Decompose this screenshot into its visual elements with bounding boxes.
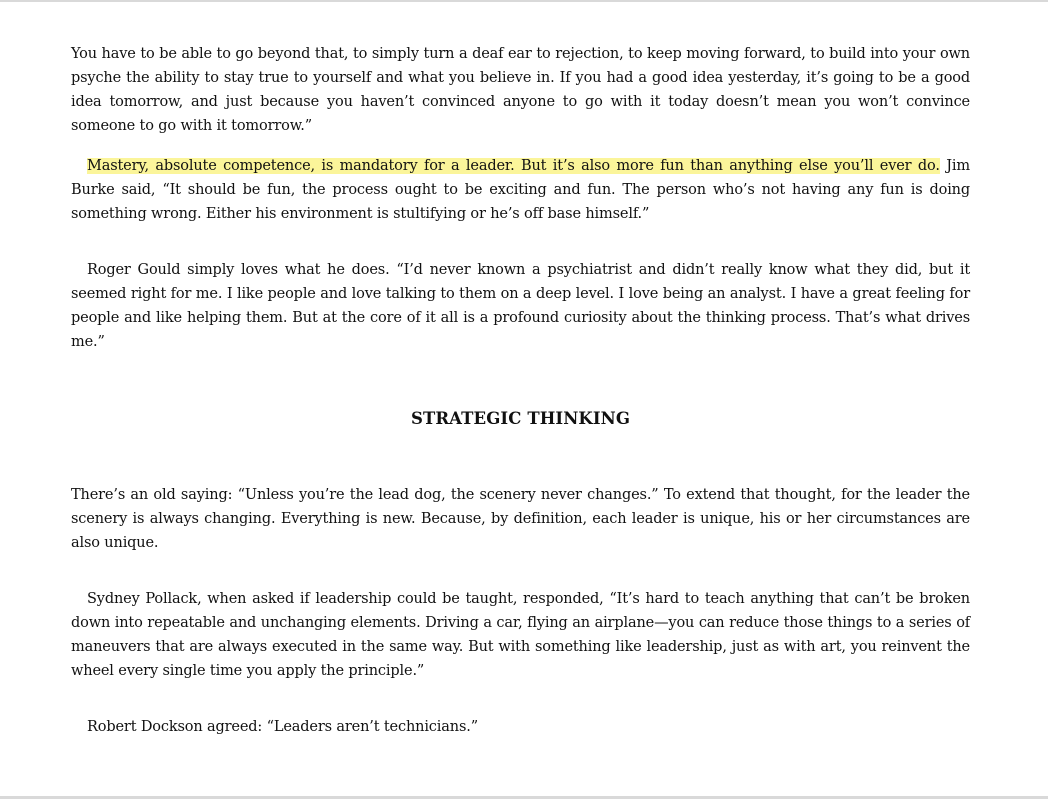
top-divider: [0, 0, 1048, 2]
paragraph-mastery: [71, 154, 970, 226]
paragraph-mastery-rest: Jim Burke said, “It should be fun, the process ought to be exciting and fun. The person who’s not having any fun is doing something wrong. Either his environment is stultifying or he’s off base himself.”: [71, 158, 970, 222]
document-page: [71, 42, 970, 739]
paragraph-lead-dog: There’s an old saying: “Unless you’re the lead dog, the scenery never changes.” To extend that thought, for the leader the scenery is always changing. Everything is new. Because, by definition, each leader is unique, his or her circumstances are also unique.: [71, 487, 970, 551]
paragraph-sydney-pollack: Sydney Pollack, when asked if leadership could be taught, responded, “It’s hard to teach anything that can’t be broken down into repeatable and unchanging elements. Driving a car, flying an airplane—you can reduce those things to a series of maneuvers that are always executed in the same way. But with something like leadership, just as with art, you reinvent the wheel every single time you apply the principle.”: [71, 591, 970, 679]
section-heading: STRATEGIC THINKING: [410, 409, 631, 428]
paragraph-roger-gould: Roger Gould simply loves what he does. “I’d never known a psychiatrist and didn’t really know what they did, but it seemed right for me. I like people and love talking to them on a deep level. I love being an analyst. I have a great feeling for people and like helping them. But at the core of it all is a profound curiosity about the thinking process. That’s what drives me.”: [71, 262, 970, 350]
paragraph-robert-dockson: Robert Dockson agreed: “Leaders aren’t technicians.”: [87, 719, 478, 735]
paragraph-rejection: You have to be able to go beyond that, to simply turn a deaf ear to rejection, to keep moving forward, to build into your own psyche the ability to stay true to yourself and what you believe in. If you had a good idea yesterday, it’s going to be a good idea tomorrow, and just because you haven’t convinced anyone to go with it today doesn’t mean you won’t convince someone to go with it tomorrow.”: [71, 46, 970, 134]
highlighted-text[interactable]: Mastery, absolute competence, is mandatory for a leader. But it’s also more fun than anything else you’ll ever do.: [87, 158, 940, 174]
